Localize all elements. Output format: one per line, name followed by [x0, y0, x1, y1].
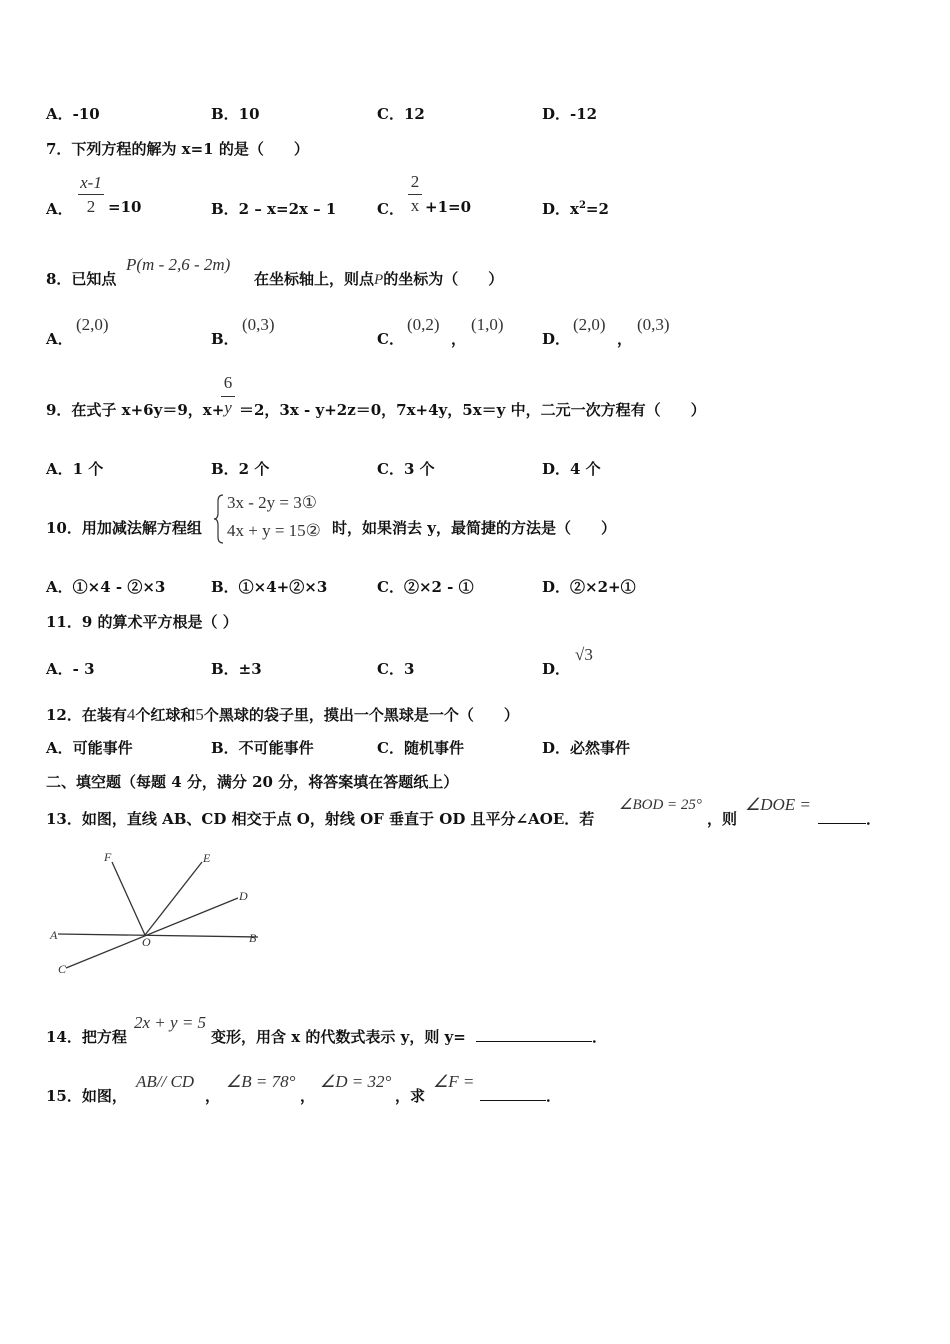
q11-option-d-label: D．	[542, 660, 571, 678]
q13-answer-blank[interactable]: ．	[818, 808, 881, 829]
q15-separator-2: ，	[300, 1087, 316, 1105]
q7-a-denominator: 2	[86, 197, 96, 216]
q9-fraction-bar	[221, 396, 235, 397]
section-2-heading: 二、填空题（每题 4 分，满分 20 分，将答案填在答题纸上）	[46, 773, 459, 791]
q11-stem: 11．9 的算术平方根是（ ）	[46, 613, 238, 631]
q10-stem-end: 时，如果消去 y，最简捷的方法是（ ）	[332, 519, 616, 537]
q8-stem-mid: 在坐标轴上，则点P的坐标为（ ）	[254, 270, 504, 288]
q15-stem-start: 15．如图，	[46, 1087, 127, 1105]
q9-frac-denominator: y	[224, 398, 232, 417]
q6-option-d: D．-12	[542, 105, 598, 123]
q11-option-c: C．3	[377, 660, 415, 678]
q8-option-b-value: (0,3)	[242, 315, 275, 334]
q12-option-b: B．不可能事件	[211, 739, 314, 757]
q12-option-c: C．随机事件	[377, 739, 464, 757]
q8-option-c-separator: ，	[451, 330, 467, 348]
q14-stem-end: 变形，用含 x 的代数式表示 y，则 y=	[211, 1028, 466, 1046]
q15-separator-1: ，	[205, 1087, 221, 1105]
q7-option-d: D．$x^2=2$	[542, 200, 609, 218]
q8-option-d-value-1: (2,0)	[573, 315, 606, 334]
q15-condition-angle-b: ∠B = 78°	[226, 1072, 296, 1091]
q8-option-d-label: D．	[542, 330, 571, 348]
q12-option-d: D．必然事件	[542, 739, 631, 757]
q14-answer-blank[interactable]: ．	[476, 1026, 607, 1047]
q10-option-a: A．①×4 - ②×3	[46, 578, 166, 596]
q10-option-c: C．②×2 - ①	[377, 578, 474, 596]
q8-option-a-label: A．	[46, 330, 73, 348]
q7-option-c-label: C．	[377, 200, 404, 218]
q12-stem: 12．在装有4个红球和5个黑球的袋子里，摸出一个黑球是一个（ ）	[46, 705, 519, 724]
q6-option-c: C．12	[377, 105, 425, 123]
q9-option-a: A．1 个	[46, 460, 104, 478]
q11-option-a: A．- 3	[46, 660, 95, 678]
label-e: E	[203, 851, 211, 865]
q15-answer-blank[interactable]: ．	[480, 1085, 561, 1106]
q7-option-b: B．2 – x=2x – 1	[211, 200, 337, 218]
q8-option-b-label: B．	[211, 330, 239, 348]
q14-equation: 2x + y = 5	[134, 1013, 207, 1032]
q8-option-d-separator: ，	[617, 330, 633, 348]
q10-stem-start: 10．用加减法解方程组	[46, 519, 202, 537]
label-c: C	[58, 962, 67, 976]
q6-option-a: A．-10	[46, 105, 100, 123]
q13-figure	[46, 848, 266, 978]
q10-equation-1: 3x - 2y = 3①	[227, 493, 317, 512]
label-o: O	[142, 935, 151, 949]
q15-condition-parallel: AB// CD	[136, 1072, 195, 1091]
q8-option-c-label: C．	[377, 330, 404, 348]
q13-condition: ∠BOD = 25°	[619, 797, 702, 813]
q10-option-d: D．②×2+①	[542, 578, 636, 596]
label-b: B	[249, 931, 257, 945]
q7-a-numerator: x-1	[80, 173, 102, 192]
q13-then: ，则	[707, 810, 738, 828]
label-a: A	[50, 928, 58, 942]
q7-c-tail: +1=0	[425, 198, 472, 216]
q10-brace-icon	[213, 493, 225, 545]
q10-equation-2: 4x + y = 15②	[227, 521, 321, 540]
q11-option-b: B．±3	[211, 660, 262, 678]
q8-point-expression: P(m - 2,6 - 2m)	[126, 255, 231, 274]
q15-question: ∠F =	[433, 1072, 475, 1091]
q7-stem: 7．下列方程的解为 x=1 的是（ ）	[46, 140, 309, 158]
q11-option-d-value: √3	[575, 645, 593, 664]
q9-option-d: D．4 个	[542, 460, 601, 478]
q6-option-b: B．10	[211, 105, 260, 123]
ray-of	[112, 862, 145, 935]
q12-option-a: A．可能事件	[46, 739, 133, 757]
q8-option-a-value: (2,0)	[76, 315, 109, 334]
q13-stem: 13．如图，直线 AB、CD 相交于点 O，射线 OF 垂直于 OD 且平分∠AOE．若	[46, 810, 595, 828]
q14-stem-start: 14．把方程	[46, 1028, 127, 1046]
line-ab	[58, 934, 258, 937]
q9-stem-start: 9．在式子 x+6y＝9，x+	[46, 401, 225, 419]
q7-c-numerator: 2	[410, 172, 420, 191]
q9-frac-numerator: 6	[223, 373, 233, 392]
q7-c-fraction-bar	[408, 194, 422, 195]
q8-stem: 8．已知点	[46, 270, 117, 288]
q7-option-a-label: A．	[46, 200, 73, 218]
q15-ask: ，求	[395, 1087, 426, 1105]
q15-condition-angle-d: ∠D = 32°	[320, 1072, 392, 1091]
q7-a-tail: =10	[108, 198, 142, 216]
q7-c-denominator: x	[410, 196, 420, 215]
q9-option-c: C．3 个	[377, 460, 435, 478]
label-d: D	[239, 889, 248, 903]
q8-option-c-value-2: (1,0)	[471, 315, 504, 334]
q9-stem-end: ＝2，3x - y+2z＝0，7x+4y，5x＝y 中，二元一次方程有（ ）	[239, 401, 706, 419]
label-f: F	[104, 850, 112, 864]
line-cd	[66, 898, 238, 968]
q9-option-b: B．2 个	[211, 460, 270, 478]
q8-option-c-value-1: (0,2)	[407, 315, 440, 334]
q8-option-d-value-2: (0,3)	[637, 315, 670, 334]
q13-question: ∠DOE =	[745, 795, 811, 814]
q10-option-b: B．①×4+②×3	[211, 578, 328, 596]
q7-a-fraction-bar	[78, 194, 104, 195]
